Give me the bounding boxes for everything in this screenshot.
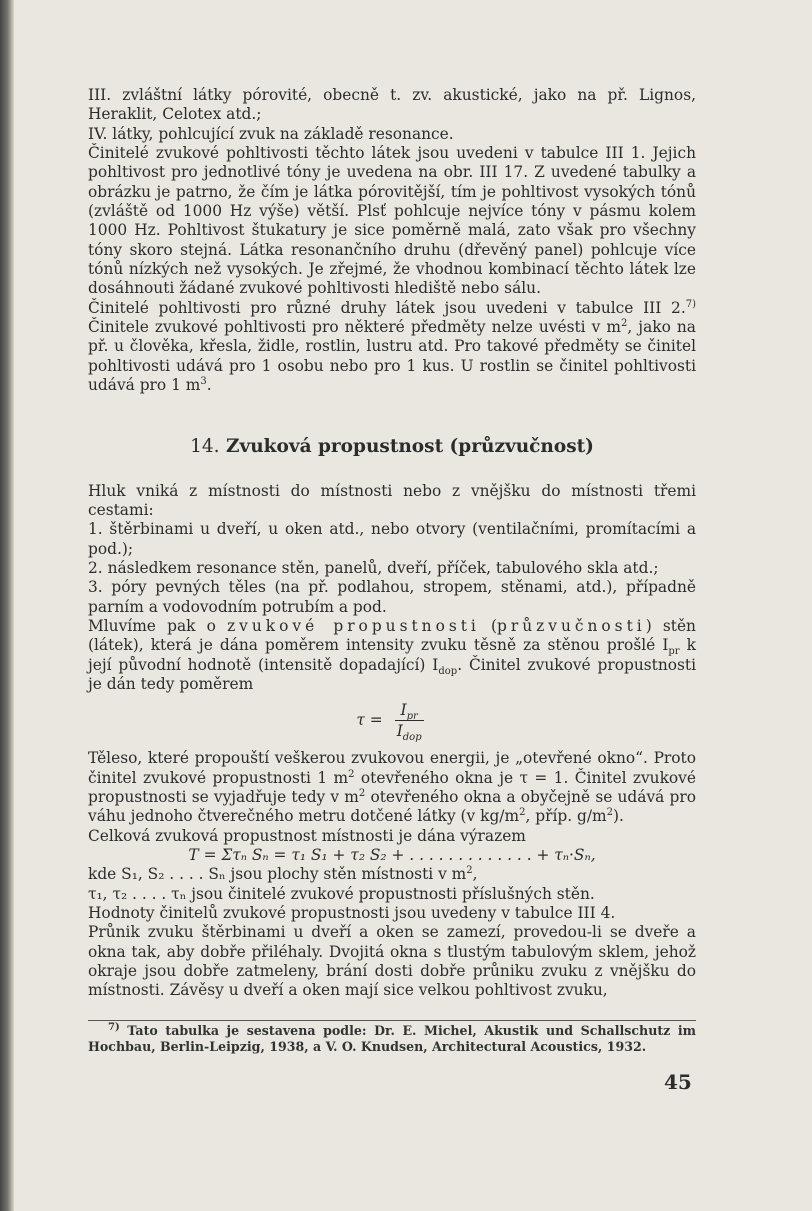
- footnote-mark: 7): [108, 1021, 120, 1033]
- footnote-text: [88, 1023, 696, 1055]
- list-item-1: [88, 520, 696, 559]
- formula-numerator: [395, 700, 424, 721]
- den-i: I: [396, 722, 403, 741]
- text-window-c: otevřeného okna a obyčejně se udává pro váhu jednoho čtverečného metru dotčené látky (v kg/m: [88, 787, 696, 826]
- paragraph-item-iii: [88, 86, 696, 125]
- paragraph-coefficients-table: [88, 299, 696, 396]
- text-window-d: , příp. g/m: [525, 807, 607, 826]
- sub-pr: pr: [668, 646, 680, 658]
- spaced-term-1: zvukové propustnosti: [227, 616, 480, 635]
- text-def-a: Mluvíme pak o: [88, 616, 228, 635]
- text-window-e: ).: [613, 807, 624, 826]
- footnote: [88, 1020, 696, 1055]
- text-def-d: k její původní hodnotě (intensitě dopadající) I: [88, 636, 696, 674]
- paragraph-values: [88, 904, 696, 923]
- text-total: Celková zvuková propustnost místnosti je dána výrazem: [88, 826, 526, 845]
- num-sub: pr: [406, 711, 418, 723]
- text-where-2: τ₁, τ₂ . . . . τₙ jsou činitelé zvukové propustnosti příslušných stěn.: [88, 884, 595, 903]
- text-item-2: 2. následkem resonance stěn, panelů, dveří, příček, tabulového skla atd.;: [88, 558, 659, 577]
- text-item-1: 1. štěrbinami u dveří, u oken atd., nebo otvory (ventilačními, promítacími a pod.);: [88, 520, 696, 558]
- paragraph-where-2: [88, 885, 696, 904]
- text-objects: Činitele zvukové pohltivosti pro některé předměty nelze uvésti v m: [88, 318, 621, 337]
- text-objects-cont: , jako na př. u člověka, křesla, židle, rostlin, lustru atd. Pro takové předměty se činitel pohltivosti udává pro 1 osobu nebo pro 1 kus. U rostlin se činitel pohltivosti udává pro 1 m: [88, 318, 696, 395]
- sup-3: 3: [200, 376, 207, 388]
- text-def-c: ) stěn (látek), která je dána poměrem intensity zvuku těsně za stěnou prošlé I: [88, 616, 696, 655]
- footnote-body: Tato tabulka je sestavena podle: Dr. E. Michel, Akustik und Schallschutz im Hochbau, Berlin-Leipzig, 1938, a V. O. Knudsen, Architectural Acoustics, 1932.: [88, 1023, 696, 1054]
- paragraph-definition: [88, 617, 696, 694]
- text-where-a: kde S₁, S₂ . . . . Sₙ jsou plochy stěn místnosti v m: [88, 865, 467, 884]
- paragraph-total: [88, 827, 696, 846]
- footnote-ref-7: 7): [685, 298, 696, 310]
- spaced-term-2: průzvučnosti: [497, 616, 646, 635]
- sup-where: 2: [466, 865, 473, 877]
- text-window-b: otevřeného okna je τ = 1. Činitel zvukové propustnosti se vyjadřuje tedy v m: [88, 768, 696, 806]
- section-number: 14.: [190, 435, 220, 457]
- section-heading: [88, 436, 696, 458]
- paragraph-absorption-coefficients: [88, 144, 696, 299]
- text-table-ref: Činitelé pohltivosti pro různé druhy látek jsou uvedeni v tabulce III 2.: [88, 298, 686, 317]
- formula-denominator: [391, 721, 428, 744]
- formula-tau: [88, 700, 696, 744]
- text-window-a: Těleso, které propouští veškerou zvukovou energii, je „otevřené okno“. Proto činitel zvukové propustnosti 1 m: [88, 749, 696, 787]
- paragraph-open-window: [88, 749, 696, 826]
- num-i: I: [400, 701, 407, 720]
- page-number: 45: [664, 1070, 692, 1094]
- text-where-b: ,: [472, 865, 478, 884]
- formula-lhs: τ =: [356, 711, 383, 730]
- text-def-e: . Činitel zvukové propustnosti je dán tedy poměrem: [88, 655, 696, 693]
- paragraph-where: [88, 865, 696, 884]
- text-item-iii: III. zvláštní látky pórovité, obecně t. zv. akustické, jako na př. Lignos, Heraklit, Celotex atd.;: [88, 86, 696, 124]
- text-period: .: [206, 376, 212, 395]
- paragraph-intro: [88, 482, 696, 521]
- text-intro: Hluk vniká z místnosti do místnosti nebo z vnějšku do místnosti třemi cestami:: [88, 481, 696, 519]
- text-item-iv: IV. látky, pohlcující zvuk na základě resonance.: [88, 124, 454, 143]
- sup-2: 2: [620, 318, 628, 329]
- list-item-2: [88, 559, 696, 578]
- text-values: Hodnoty činitelů zvukové propustnosti jsou uvedeny v tabulce III 4.: [88, 904, 616, 923]
- sup-w4: 2: [606, 807, 614, 819]
- sup-w1: 2: [348, 768, 355, 780]
- formula-fraction: [391, 700, 428, 744]
- list-item-3: [88, 578, 696, 617]
- den-sub: dop: [402, 732, 422, 744]
- book-spine-shadow: [0, 0, 14, 1211]
- text-absorption: Činitelé zvukové pohltivosti těchto látek jsou uvedeni v tabulce III 1. Jejich pohltivost pro jednotlivé tóny je uvedena na obr. III 17. Z uvedené tabulky a obrázku je patrno, že čím je látka pórovitější, tím je pohltivost vysokých tónů (zvláště od 1000 Hz výše) větší. Plsť pohlcuje nejvíce tóny v pásmu kolem 1000 Hz. Pohltivost štukatury je sice poměrně malá, zato však pro všechny tóny skoro stejná. Látka resonančního druhu (dřevěný panel) pohlcuje více tónů nízkých než vysokých. Je zřejmé, že vhodnou kombinací těchto látek lze dosáhnouti žádané zvukové pohltivosti hlediště nebo sálu.: [88, 144, 696, 298]
- section-title: Zvuková propustnost (průzvučnost): [225, 435, 594, 457]
- text-last: Průnik zvuku štěrbinami u dveří a oken se zamezí, provedou-li se dveře a okna tak, aby dobře přiléhaly. Dvojitá okna s tlustým tabulovým sklem, jehož okraje jsou dobře zatmeleny, brání dosti dobře průniku zvuku z vnějšku do místnosti. Závěsy u dveří a oken mají sice velkou pohltivost zvuku,: [88, 923, 696, 1000]
- text-def-b: (: [479, 616, 498, 635]
- body-text: [88, 86, 696, 1001]
- paragraph-item-iv: [88, 125, 696, 144]
- sup-w3: 2: [519, 807, 526, 819]
- formula-sum: T = Στₙ Sₙ = τ₁ S₁ + τ₂ S₂ + . . . . . . . . . . . . . + τₙ·Sₙ,: [188, 846, 596, 864]
- sub-dop: dop: [438, 665, 458, 677]
- paragraph-last: [88, 923, 696, 1000]
- sup-w2: 2: [358, 787, 366, 799]
- text-item-3: 3. póry pevných těles (na př. podlahou, stropem, stěnami, atd.), případně parním a vodovodním potrubím a pod.: [88, 578, 696, 616]
